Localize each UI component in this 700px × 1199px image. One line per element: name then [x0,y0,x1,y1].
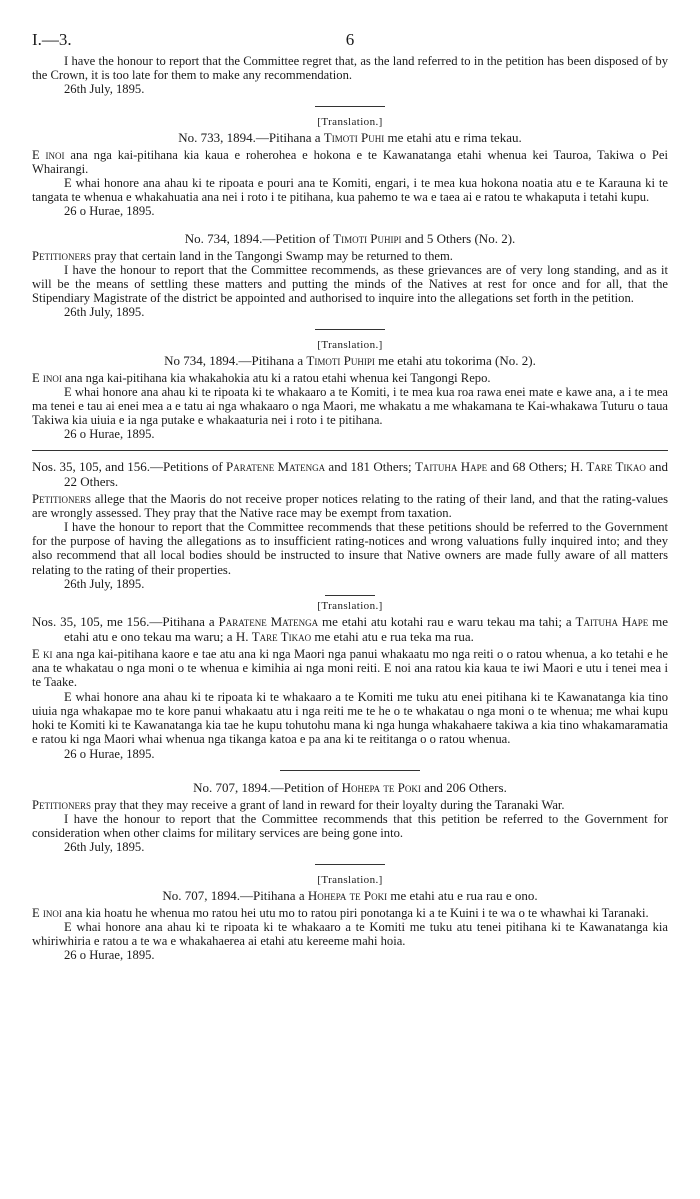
page-number: 6 [345,30,355,49]
section-rule [280,770,420,771]
s3-heading: Nos. 35, 105, and 156.—Petitions of Paratene Matenga and 181 Others; Taituha Hape and 68 Others; H. Tare Tikao and 22 Others. [32,458,668,489]
s2-translation-report: E whai honore ana ahau ki te ripoata ki te whakaaro a te Komiti, i te mea kua roa rawa enei mate e kawe ana, a i te mea ma tenei e tau ai enei mea a e tatu ai nga whakaaro o nga Maori, me whakatu a me whakamana te Kai-whakawa Tuturu o taua Takiwa kia uiuia e ia nga putake e whakaaturia nei i roto i te pitihana. [32,384,668,428]
s4-prayer: Petitioners pray that they may receive a grant of land in reward for their loyalty during the Taranaki War. [32,797,565,812]
s4-date: 26th July, 1895. [64,840,145,855]
s1-report: I have the honour to report that the Committee regret that, as the land referred to in the petition has been disposed of by the Crown, it is too late for them to make any recommendation. [32,54,668,83]
s3-report: I have the honour to report that the Committee recommends that these petitions should be referred to the Government for the purpose of having the allegations as to insufficient rating-notices and wrong valuations fully inquired into; and they also recommend that all local bodies should be instructed to insure that Native owners are made fully aware of all matters relating to the rating of their properties. [32,520,668,577]
s2-translation-heading: No 734, 1894.—Pitihana a Timoti Puhipi me etahi atu tokorima (No. 2). [164,352,536,368]
s2-heading: No. 734, 1894.—Petition of Timoti Puhipi and 5 Others (No. 2). [184,230,516,246]
s2-prayer: Petitioners pray that certain land in the Tangongi Swamp may be returned to them. [32,248,453,263]
document-page [32,30,668,962]
s4-translation-report: E whai honore ana ahau ki te ripoata ki te whakaaro a te Komiti me tuku atu tenei pitihana ki te Kawanatanga kia whiriwhiria e ratou a te wa e whakahaerea ai etahi atu kereeme mahi hoia. [32,919,668,948]
s2-date: 26th July, 1895. [64,305,145,320]
section-rule [315,329,385,330]
paper-reference: I.—3. [32,30,72,49]
s2-translation-label: [Translation.] [317,338,383,351]
s1-translation-report: E whai honore ana ahau ki te ripoata e pouri ana te Komiti, engari, i te mea kua hokona noatia atu e te Karauna ki te tangata te whenua e whakahuatia ana nei i roto i te pitihana, kua pahemo te wa e taea ai e ratou te whakaputa i tetahi kupu. [32,176,668,205]
s2-report: I have the honour to report that the Committee recommends, as these grievances are of very long standing, and as it will be the means of settling these matters and putting the minds of the Natives at rest for once and for all, that the Stipendiary Magistrate of the district be appointed and authorised to inquire into the allegations set forth in the petition. [32,262,668,306]
s4-translation-date: 26 o Hurae, 1895. [64,948,155,963]
s1-translation-heading: No. 733, 1894.—Pitihana a Timoti Puhi me etahi atu e rima tekau. [178,129,522,145]
s2-translation-prayer: E inoi ana nga kai-pitihana kia whakahokia atu ki a ratou etahi whenua kei Tangongi Repo. [32,370,491,385]
page-header [32,30,668,54]
s3-translation-prayer: E ki ana nga kai-pitihana kaore e tae atu ana ki nga Maori nga panui whakaatu mo nga reiti o o ratou whenua, a ko tetahi e he ana te whakatau o nga moni o te whenua e kimihia ai nga moni reiti. E noi ana ratou kia kaua te iwi Maori e utu i tenei mea i te Taake. [32,647,668,690]
section-rule [315,106,385,107]
s1-translation-date: 26 o Hurae, 1895. [64,204,155,219]
s4-heading: No. 707, 1894.—Petition of Hohepa te Poki and 206 Others. [193,779,507,795]
s4-report: I have the honour to report that the Committee recommends that this petition be referred to the Government for consideration when other claims for military services are being gone into. [32,811,668,841]
section-rule [315,864,385,865]
s3-translation-label: [Translation.] [317,600,383,613]
s2-translation-date: 26 o Hurae, 1895. [64,427,155,442]
s3-translation-date: 26 o Hurae, 1895. [64,746,155,761]
s1-translation-prayer: E inoi ana nga kai-pitihana kia kaua e roherohea e hokona e te Kawanatanga etahi whenua kei Tauroa, Takiwa o Pei Whairangi. [32,147,668,176]
s4-translation-label: [Translation.] [317,873,383,886]
s3-prayer: Petitioners allege that the Maoris do not receive proper notices relating to the rating of their land, and that the rating-values are wrongly assessed. They pray that the Native race may be exempt from taxation. [32,491,668,520]
s4-translation-heading: No. 707, 1894.—Pitihana a Hohepa te Poki me etahi atu e rua rau e ono. [162,887,538,903]
s3-translation-heading: Nos. 35, 105, me 156.—Pitihana a Paratene Matenga me etahi atu kotahi rau e waru tekau ma tahi; a Taituha Hape me etahi atu e ono tekau ma waru; a H. Tare Tikao me etahi atu e rua teka ma rua. [32,614,669,645]
section-divider [32,450,668,451]
s3-translation-report: E whai honore ana ahau ki te ripoata ki te whakaaro a te Komiti me tuku atu enei pitihana ki te Kawanatanga kia tino uiuia nga whakapae mo te kore panui whakaatu atu i nga reiti me te he o te whakatau o nga moni o te whenua; me whai kupu hoki te Komiti ki te Kawanatanga kia tae he kupu tohutohu mana ki nga hunga whakahaere takiwa a kia tino whakamaramatia e ratou ki nga Maori whai whenua nga tikanga katoa e pa ana ki te reititanga o o ratou whenua. [32,689,668,747]
s3-date: 26th July, 1895. [64,576,145,591]
s1-date: 26th July, 1895. [64,82,145,97]
s4-translation-prayer: E inoi ana kia hoatu he whenua mo ratou hei utu mo to ratou piri ponotanga ki a te Kuini i te wa o te whawhai ki Taranaki. [32,905,649,920]
section-rule [325,595,375,596]
s1-translation-label: [Translation.] [317,115,383,128]
